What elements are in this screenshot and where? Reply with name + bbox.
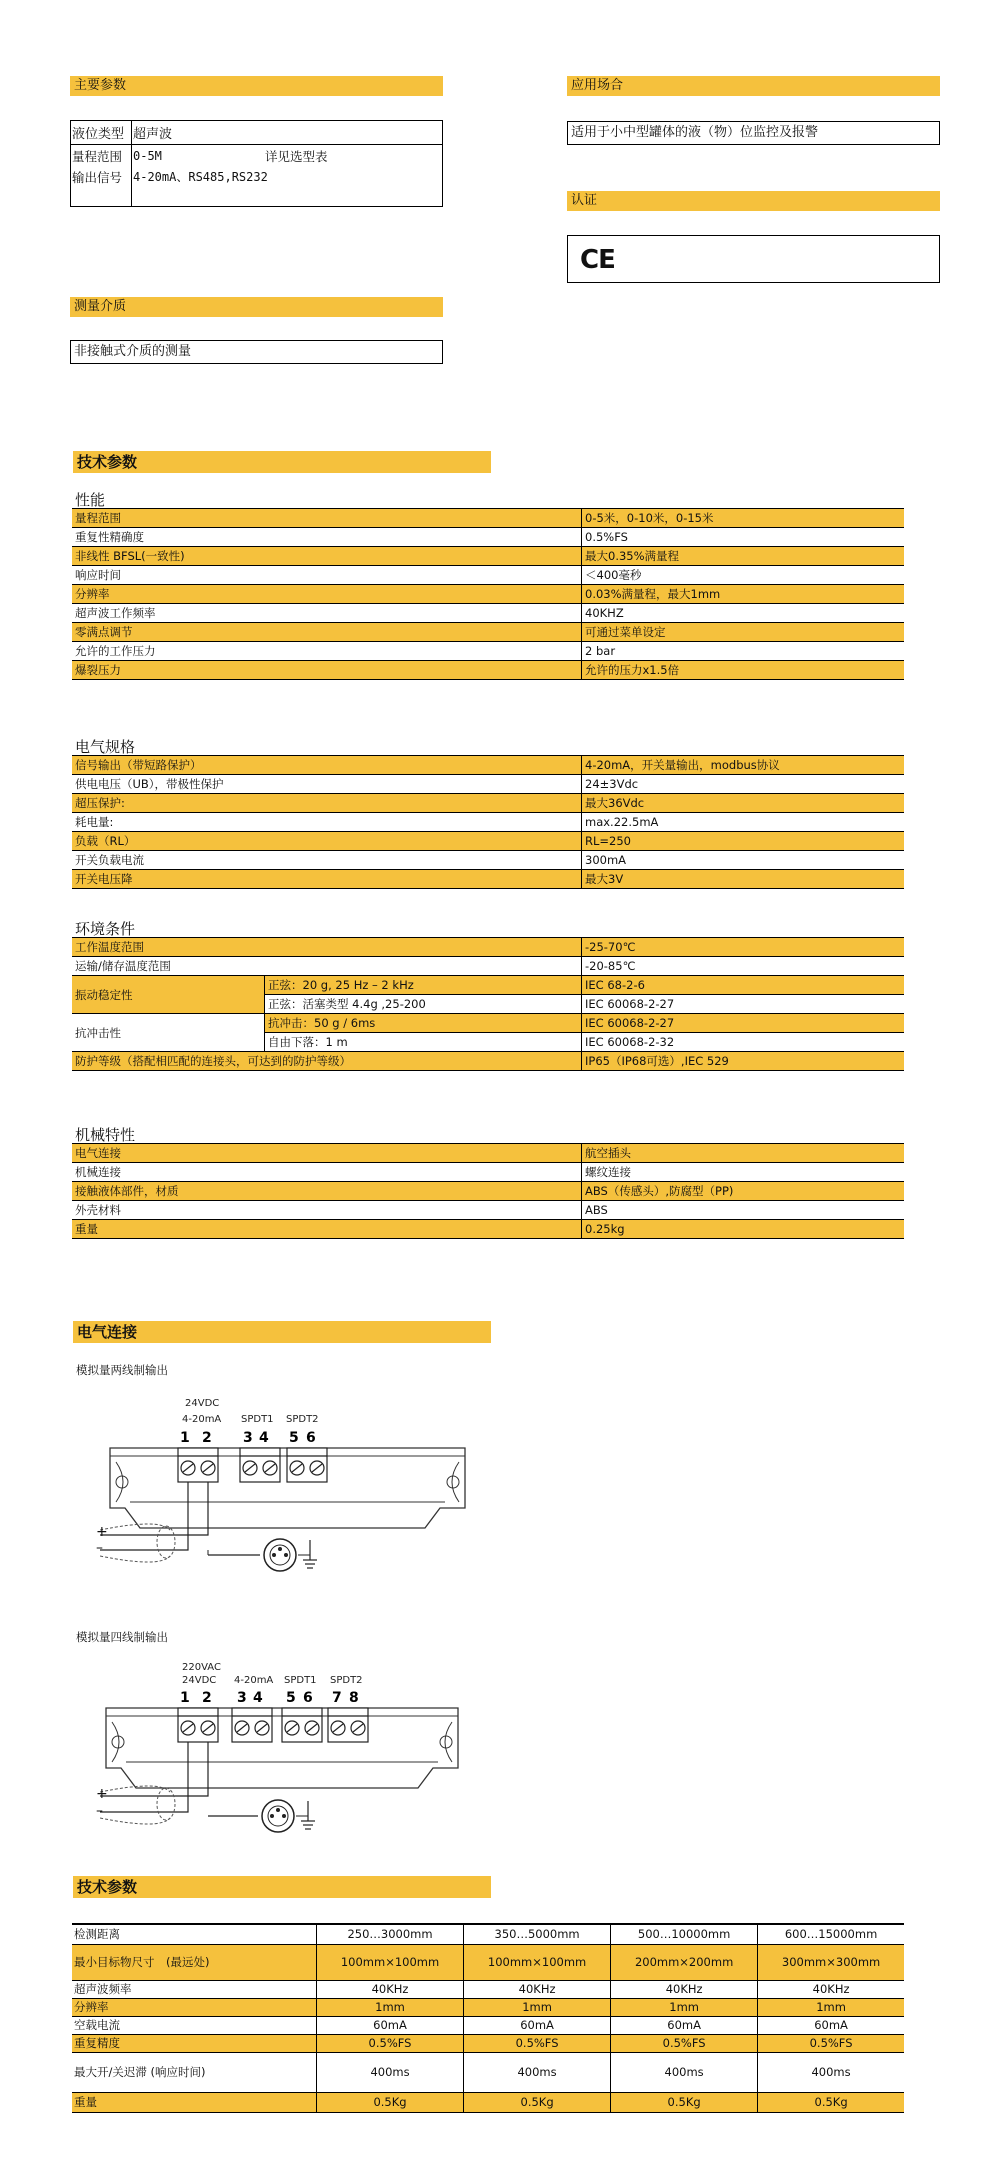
main-params-table (70, 120, 443, 207)
plus-sign: + (96, 1524, 108, 1540)
table-row: 爆裂压力 允许的压力x1.5倍 (72, 661, 904, 680)
ce-mark: CE (580, 245, 615, 275)
medium-text: 非接触式介质的测量 (70, 340, 443, 364)
label-220vac: 220VAC (182, 1662, 221, 1673)
environment-title: 环境条件 (75, 920, 136, 938)
table-row: 抗冲击性 抗冲击：50 g / 6ms IEC 60068-2-27 (72, 1014, 904, 1033)
table-row: 重量 0.25kg (72, 1220, 904, 1239)
connector-icon (262, 1800, 294, 1832)
terminal-number: 4 (259, 1430, 269, 1446)
terminal-number: 1 (180, 1690, 190, 1706)
param-value: 0-5M (133, 148, 162, 163)
terminal-number: 7 (332, 1690, 342, 1706)
certification-box (567, 235, 940, 283)
table-row: 零满点调节 可通过菜单设定 (72, 623, 904, 642)
tech-table (72, 1923, 904, 2113)
tech-table-header: 技术参数 (73, 1876, 491, 1898)
table-row: 允许的工作压力 2 bar (72, 642, 904, 661)
terminal-number: 5 (286, 1690, 296, 1706)
table-row: 空载电流 60mA 60mA 60mA 60mA (72, 2016, 904, 2034)
table-row: 重复性精确度 0.5%FS (72, 528, 904, 547)
terminal-number: 6 (303, 1690, 313, 1706)
wiring-header: 电气连接 (73, 1321, 491, 1343)
terminal-number: 2 (202, 1430, 212, 1446)
performance-table (72, 508, 904, 680)
ground-icon (301, 1801, 315, 1829)
connector-icon (264, 1539, 296, 1571)
minus-sign: – (96, 1803, 103, 1819)
main-params-header: 主要参数 (70, 76, 443, 96)
terminal-number: 8 (349, 1690, 359, 1706)
label-4-20ma: 4-20mA (182, 1414, 222, 1425)
medium-header: 测量介质 (70, 297, 443, 317)
ground-icon (303, 1540, 317, 1568)
param-extra: 详见选型表 (265, 148, 328, 164)
table-row: 机械连接 螺纹连接 (72, 1163, 904, 1182)
table-row: 自由下落：1 m IEC 60068-2-32 (72, 1033, 904, 1052)
terminal-number: 3 (237, 1690, 247, 1706)
terminal-number: 2 (202, 1690, 212, 1706)
table-row: 工作温度范围 -25-70℃ (72, 938, 904, 957)
terminal-number: 1 (180, 1430, 190, 1446)
table-row: 非线性 BFSL(一致性) 最大0.35%满量程 (72, 547, 904, 566)
table-row: 超压保护: 最大36Vdc (72, 794, 904, 813)
two-wire-caption: 模拟量两线制输出 (76, 1363, 168, 1377)
table-row: 防护等级（搭配相匹配的连接头，可达到的防护等级） IP65（IP68可选）,IEC 529 (72, 1052, 904, 1071)
label-spdt1: SPDT1 (284, 1675, 317, 1686)
terminal-number: 3 (243, 1430, 253, 1446)
label-24vdc: 24VDC (185, 1398, 220, 1409)
environment-table (72, 937, 904, 1071)
four-wire-diagram (100, 1656, 470, 1856)
label-spdt1: SPDT1 (241, 1414, 274, 1425)
table-row: 外壳材料 ABS (72, 1201, 904, 1220)
plus-sign: + (96, 1786, 108, 1802)
table-row: 响应时间 ＜400毫秒 (72, 566, 904, 585)
table-row: 超声波频率 40KHz 40KHz 40KHz 40KHz (72, 1980, 904, 1998)
tech-params-header: 技术参数 (73, 451, 491, 473)
param-label: 输出信号 (71, 167, 132, 207)
mechanical-title: 机械特性 (75, 1126, 136, 1144)
minus-sign: – (96, 1540, 103, 1556)
table-row: 开关负载电流 300mA (72, 851, 904, 870)
four-wire-caption: 模拟量四线制输出 (76, 1630, 168, 1644)
table-row: 耗电量: max.22.5mA (72, 813, 904, 832)
table-row: 超声波工作频率 40KHZ (72, 604, 904, 623)
terminal-number: 4 (253, 1690, 263, 1706)
table-row: 重复精度 0.5%FS 0.5%FS 0.5%FS 0.5%FS (72, 2034, 904, 2052)
terminal-number: 6 (306, 1430, 316, 1446)
electrical-title: 电气规格 (75, 738, 136, 756)
two-wire-diagram (100, 1390, 470, 1590)
performance-title: 性能 (75, 491, 106, 509)
label-24vdc: 24VDC (182, 1675, 217, 1686)
application-header: 应用场合 (567, 76, 940, 96)
mechanical-table (72, 1143, 904, 1239)
param-label: 液位类型 (71, 121, 132, 145)
label-spdt2: SPDT2 (286, 1414, 319, 1425)
electrical-table (72, 755, 904, 889)
table-row: 信号输出（带短路保护） 4-20mA，开关量输出，modbus协议 (72, 756, 904, 775)
table-row: 供电电压（UB），带极性保护 24±3Vdc (72, 775, 904, 794)
application-text: 适用于小中型罐体的液（物）位监控及报警 (567, 121, 940, 145)
table-row: 重量 0.5Kg 0.5Kg 0.5Kg 0.5Kg (72, 2092, 904, 2112)
table-row: 负载（RL） RL=250 (72, 832, 904, 851)
table-row: 振动稳定性 正弦：20 g, 25 Hz – 2 kHz IEC 68-2-6 (72, 976, 904, 995)
table-row: 分辨率 0.03%满量程，最大1mm (72, 585, 904, 604)
certification-header: 认证 (567, 191, 940, 211)
table-row: 量程范围 0-5米，0-10米，0-15米 (72, 509, 904, 528)
table-row: 最大开/关迟滞 (响应时间) 400ms 400ms 400ms 400ms (72, 2052, 904, 2092)
table-row: 最小目标物尺寸 (最远处) 100mm×100mm 100mm×100mm 200mm×200mm 300mm×300mm (72, 1944, 904, 1980)
table-row: 分辨率 1mm 1mm 1mm 1mm (72, 1998, 904, 2016)
param-value: 超声波 (132, 121, 443, 145)
param-value: 4-20mA、RS485,RS232 (133, 169, 268, 184)
table-row: 正弦：活塞类型 4.4g ,25-200 IEC 60068-2-27 (72, 995, 904, 1014)
table-row: 运输/储存温度范围 -20-85℃ (72, 957, 904, 976)
table-header-row: 检测距离 250…3000mm 350…5000mm 500…10000mm 600…15000mm (72, 1924, 904, 1944)
param-label: 量程范围 (71, 145, 132, 167)
label-spdt2: SPDT2 (330, 1675, 363, 1686)
label-4-20ma: 4-20mA (234, 1675, 274, 1686)
terminal-number: 5 (289, 1430, 299, 1446)
table-row: 接触液体部件，材质 ABS（传感头）,防腐型（PP) (72, 1182, 904, 1201)
table-row: 开关电压降 最大3V (72, 870, 904, 889)
table-row: 电气连接 航空插头 (72, 1144, 904, 1163)
